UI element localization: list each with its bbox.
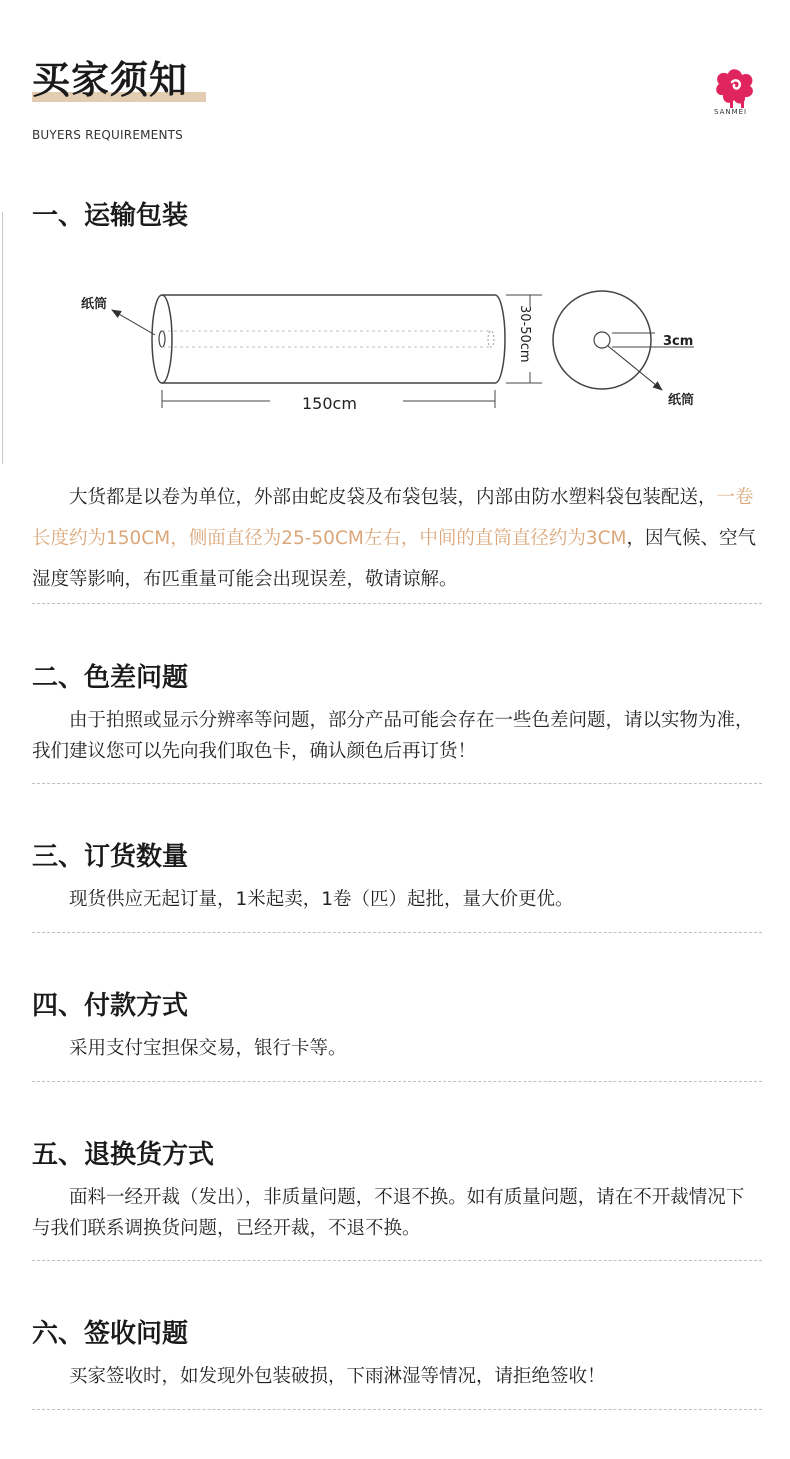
diagram-label-length: 150cm — [302, 394, 357, 413]
section-text-packaging — [32, 477, 762, 600]
section-heading-returns: 五、退换货方式 — [32, 1140, 215, 1170]
section-text-order-quantity: 现货供应无起订量，1米起卖，1卷（匹）起批，量大价更优。 — [69, 889, 574, 910]
packaging-text-part-1: 大货都是以卷为单位，外部由蛇皮袋及布袋包装，内部由防水塑料袋包装配送， — [69, 487, 717, 508]
section-heading-packaging: 一、运输包装 — [32, 201, 189, 231]
section-divider — [32, 1409, 762, 1410]
section-divider — [32, 783, 762, 784]
diagram-label-tube-right: 纸筒 — [668, 393, 695, 408]
packaging-text-part-3: ，因气候、空气湿度等影响，布匹重量可能会出现误差，敬请谅解。 — [32, 528, 756, 590]
page-subtitle: BUYERS REQUIREMENTS — [32, 128, 183, 142]
section-text-returns: 面料一经开裁（发出），非质量问题，不退不换。如有质量问题，请在不开裁情况下与我们联系调换货问题，已经开裁，不退不换。 — [32, 1187, 745, 1239]
section-text-color-difference: 由于拍照或显示分辨率等问题，部分产品可能会存在一些色差问题，请以实物为准，我们建议您可以先向我们取色卡，确认颜色后再订货！ — [32, 710, 754, 762]
page-header — [32, 56, 188, 104]
section-divider — [32, 1260, 762, 1261]
diagram-label-diameter: 30-50cm — [517, 305, 532, 363]
section-heading-order-quantity: 三、订货数量 — [32, 842, 189, 872]
section-text-receipt: 买家签收时，如发现外包装破损，下雨淋湿等情况，请拒绝签收！ — [69, 1366, 606, 1387]
diagram-label-core: 3cm — [663, 334, 694, 349]
brand-logo-text: SANMEI — [714, 108, 748, 116]
section-heading-payment: 四、付款方式 — [32, 991, 189, 1021]
section-divider — [32, 932, 762, 933]
section-text-payment: 采用支付宝担保交易，银行卡等。 — [69, 1038, 347, 1059]
packaging-text-highlight: 一卷长度约为150CM，侧面直径为25-50CM左右，中间的直筒直径约为3CM — [32, 487, 754, 549]
section-heading-receipt: 六、签收问题 — [32, 1319, 189, 1349]
left-accent-rule — [2, 212, 3, 464]
page-title: 买家须知 — [32, 58, 189, 102]
section-heading-color-difference: 二、色差问题 — [32, 663, 189, 693]
diagram-label-tube-left: 纸筒 — [81, 297, 108, 312]
roll-dimension-diagram — [70, 282, 710, 422]
section-divider — [32, 603, 762, 604]
section-divider — [32, 1081, 762, 1082]
